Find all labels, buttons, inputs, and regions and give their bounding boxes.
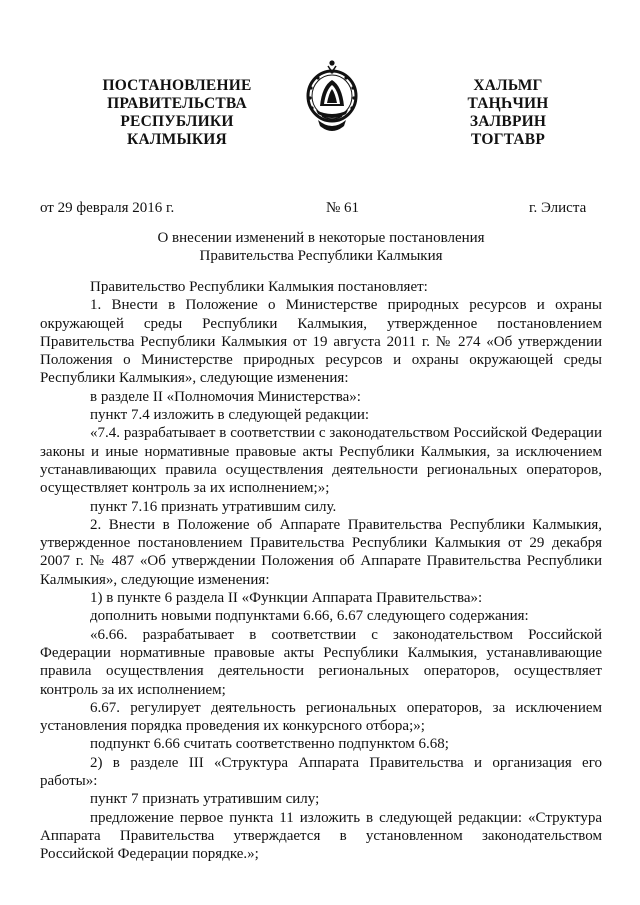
body-paragraph: 1. Внести в Положение о Министерстве природных ресурсов и охраны окружающей среды Республики Калмыкия, утвержденное постановлением Правительства Республики Калмыкия от 19 августа 2011 г. № 274 «Об утверждении Положения о Министерстве природных ресурсов и охраны окружающей среды Республики Калмыкия», следующие изменения: [40,297,602,387]
body-paragraph: 6.67. регулирует деятельность региональных операторов, за исключением установления порядка проведения их конкурсного отбора;»; [40,699,602,735]
body-paragraph: пункт 7.16 признать утратившим силу. [90,498,337,515]
header-left-title [82,77,272,149]
header-left-line: КАЛМЫКИЯ [127,131,227,148]
header-left-line: ПОСТАНОВЛЕНИЕ [102,77,252,94]
document-date: от 29 февраля 2016 г. [40,200,175,216]
body-paragraph: Правительство Республики Калмыкия постановляет: [90,279,428,295]
body-paragraph: в разделе II «Полномочия Министерства»: [90,388,361,405]
header-right-line: ТАҢҺЧИН [467,95,549,112]
body-paragraph: «7.4. разрабатывает в соответствии с законодательством Российской Федерации законы и иные нормативные правовые акты Республики Калмыкия, за исключением устанавливающих правила осуществления деятельности региональных операторов, осуществляет контроль за их исполнением;»; [40,425,602,497]
document-number: № 61 [326,200,360,216]
title-line: Правительства Республики Калмыкия [199,248,443,264]
header-right-title [448,77,568,149]
title-line: О внесении изменений в некоторые постановления [157,230,485,246]
kalmykia-coat-of-arms-icon [300,58,364,138]
header-right-line: ХАЛЬМГ [473,77,543,94]
document-city: г. Элиста [529,200,587,216]
body-paragraph: предложение первое пункта 11 изложить в следующей редакции: «Структура Аппарата Правительства утверждается в установленном законодательством Российской Федерации порядке.»; [40,809,602,863]
header-right-line: ЗАЛВРИН [469,113,547,130]
body-paragraph: пункт 7 признать утратившим силу; [90,791,320,808]
body-paragraph: 2. Внести в Положение об Аппарате Правительства Республики Калмыкия, утвержденное постановлением Правительства Республики Калмыкия от 29 декабря 2007 г. № 487 «Об утверждении Положения об Аппарате Правительства Республики Калмыкия», следующие изменения: [40,516,602,588]
body-paragraph: «6.66. разрабатывает в соответствии с законодательством Российской Федерации нормативные правовые акты Республики Калмыкия, устанавливающие правила осуществления деятельности региональных операторов, осуществляет контроль за их исполнением; [40,626,602,698]
header-left-line: РЕСПУБЛИКИ [120,113,234,130]
body-paragraph: 2) в разделе III «Структура Аппарата Правительства и организация его работы»: [40,754,602,790]
body-paragraph: дополнить новыми подпунктами 6.66, 6.67 следующего содержания: [90,608,529,625]
body-paragraph: 1) в пункте 6 раздела II «Функции Аппарата Правительства»: [90,590,483,607]
header-right-line: ТОГТАВР [470,131,546,148]
document-body [40,278,602,864]
body-paragraph: пункт 7.4 изложить в следующей редакции: [90,407,370,424]
body-paragraph: подпункт 6.66 считать соответственно подпунктом 6.68; [90,736,449,753]
header-left-line: ПРАВИТЕЛЬСТВА [107,95,247,112]
document-title [40,229,602,265]
